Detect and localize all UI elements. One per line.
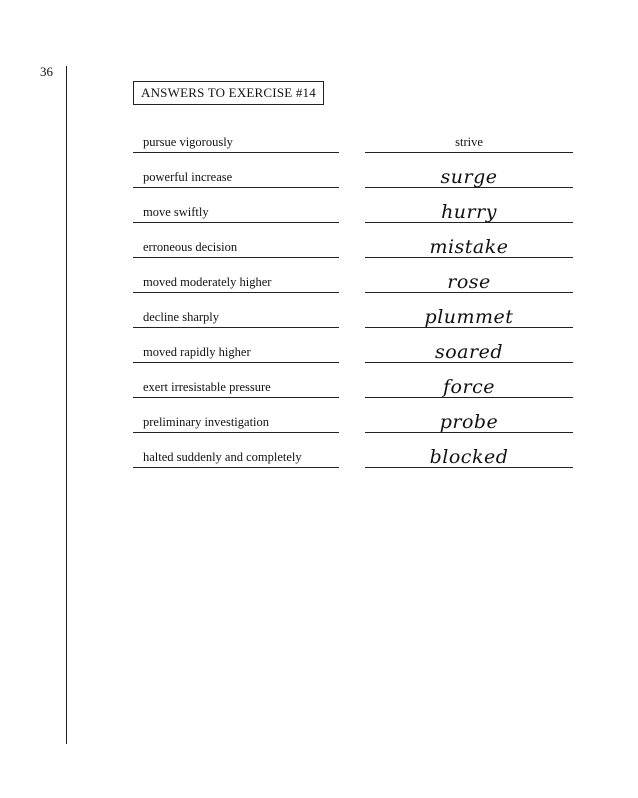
term-text: move swiftly [133,201,339,223]
answer-row [0,236,638,271]
answer-row [0,201,638,236]
answer-row [0,341,638,376]
term-text: moved rapidly higher [133,341,339,363]
answer-row [0,166,638,201]
answer-text: surge [365,166,573,188]
answer-text: hurry [365,201,573,223]
answer-text: soared [365,341,573,363]
answer-text: blocked [365,446,573,468]
term-text: erroneous decision [133,236,339,258]
term-text: powerful increase [133,166,339,188]
answer-row [0,131,638,166]
answer-text: rose [365,271,573,293]
term-text: exert irresistable pressure [133,376,339,398]
answer-text: strive [365,131,573,153]
answer-row [0,306,638,341]
answer-text: force [365,376,573,398]
term-text: moved moderately higher [133,271,339,293]
term-text: decline sharply [133,306,339,328]
answer-text: mistake [365,236,573,258]
answer-text: probe [365,411,573,433]
answer-row [0,411,638,446]
exercise-title: ANSWERS TO EXERCISE #14 [133,81,324,105]
term-text: halted suddenly and completely [133,446,339,468]
page-number: 36 [40,64,53,79]
answer-text: plummet [365,306,573,328]
answer-row [0,271,638,306]
answer-row [0,446,638,481]
term-text: preliminary investigation [133,411,339,433]
answer-row [0,376,638,411]
term-text: pursue vigorously [133,131,339,153]
